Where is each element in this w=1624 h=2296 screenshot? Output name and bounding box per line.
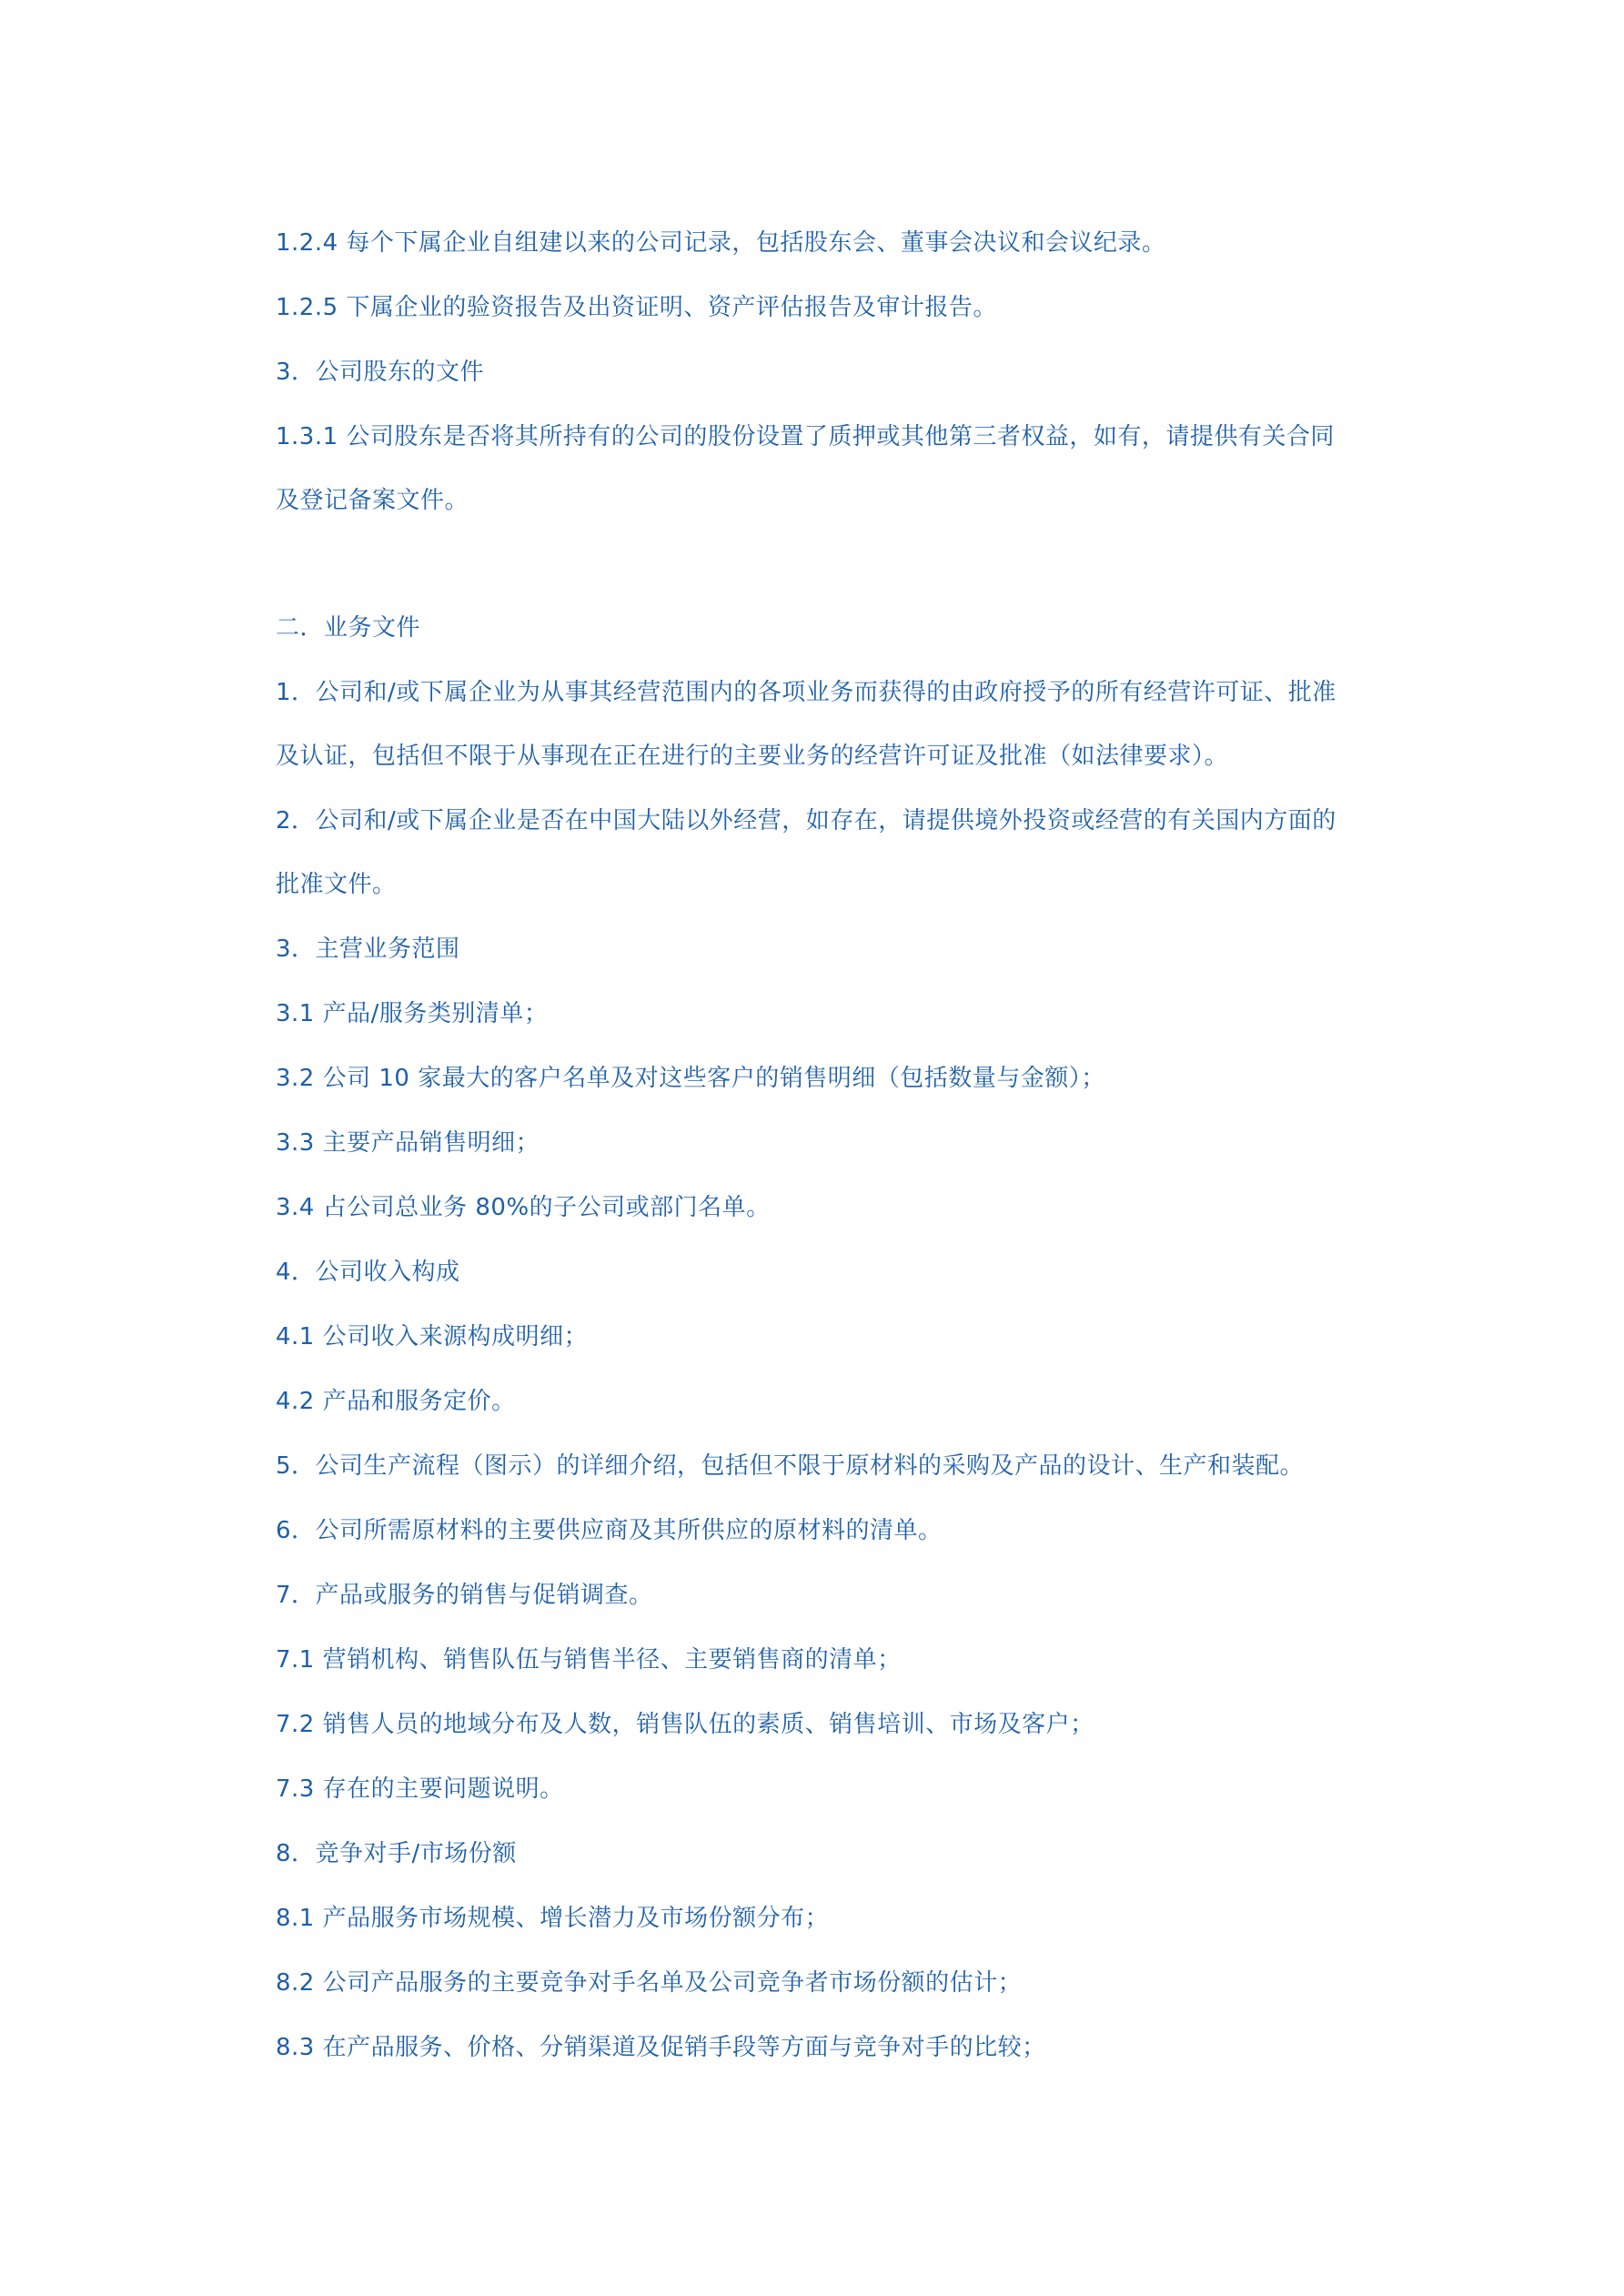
item-4-2: 4.2 产品和服务定价。 [276, 1388, 516, 1415]
item-5-production-process: 5．公司生产流程（图示）的详细介绍，包括但不限于原材料的采购及产品的设计、生产和装配。 [276, 1452, 1305, 1480]
item-7-2: 7.2 销售人员的地域分布及人数，销售队伍的素质、销售培训、市场及客户； [276, 1711, 1094, 1738]
item-7-3: 7.3 存在的主要问题说明。 [276, 1775, 564, 1803]
item-7-1: 7.1 营销机构、销售队伍与销售半径、主要销售商的清单； [276, 1646, 902, 1674]
heading-sales-promotion: 7．产品或服务的销售与促销调查。 [276, 1582, 653, 1609]
item-6-suppliers: 6．公司所需原材料的主要供应商及其所供应的原材料的清单。 [276, 1517, 943, 1544]
heading-main-business-scope: 3．主营业务范围 [276, 936, 460, 963]
item-8-2: 8.2 公司产品服务的主要竞争对手名单及公司竞争者市场份额的估计； [276, 1969, 1023, 1997]
item-8-3: 8.3 在产品服务、价格、分销渠道及促销手段等方面与竞争对手的比较； [276, 2034, 1046, 2061]
item-3-4: 3.4 占公司总业务 80%的子公司或部门名单。 [276, 1194, 771, 1221]
heading-shareholder-documents: 3．公司股东的文件 [276, 359, 485, 386]
item-1-licenses: 1．公司和/或下属企业为从事其经营范围内的各项业务而获得的由政府授予的所有经营许可证、批准 [276, 679, 1337, 706]
item-2-overseas-continued: 批准文件。 [276, 871, 397, 898]
item-2-overseas: 2．公司和/或下属企业是否在中国大陆以外经营，如存在，请提供境外投资或经营的有关国内方面的 [276, 807, 1337, 834]
item-3-1: 3.1 产品/服务类别清单； [276, 1000, 549, 1027]
item-1-2-5: 1.2.5 下属企业的验资报告及出资证明、资产评估报告及审计报告。 [276, 294, 997, 321]
item-3-2: 3.2 公司 10 家最大的客户名单及对这些客户的销售明细（包括数量与金额）； [276, 1065, 1105, 1092]
section-heading-business-documents: 二．业务文件 [276, 614, 421, 642]
item-1-2-4: 1.2.4 每个下属企业自组建以来的公司记录，包括股东会、董事会决议和会议纪录。 [276, 229, 1166, 257]
document-body [276, 226, 1367, 2095]
item-1-licenses-continued: 及认证，包括但不限于从事现在正在进行的主要业务的经营许可证及批准（如法律要求）。 [276, 743, 1229, 770]
item-1-3-1: 1.3.1 公司股东是否将其所持有的公司的股份设置了质押或其他第三者权益，如有，请提供有关合同 [276, 423, 1335, 450]
section-gap [276, 548, 1367, 611]
heading-revenue-composition: 4．公司收入构成 [276, 1259, 460, 1286]
item-3-3: 3.3 主要产品销售明细； [276, 1129, 540, 1157]
heading-competitors-market-share: 8．竞争对手/市场份额 [276, 1840, 517, 1867]
item-1-3-1-continued: 及登记备案文件。 [276, 487, 469, 514]
item-4-1: 4.1 公司收入来源构成明细； [276, 1323, 589, 1350]
item-8-1: 8.1 产品服务市场规模、增长潜力及市场份额分布； [276, 1905, 830, 1932]
